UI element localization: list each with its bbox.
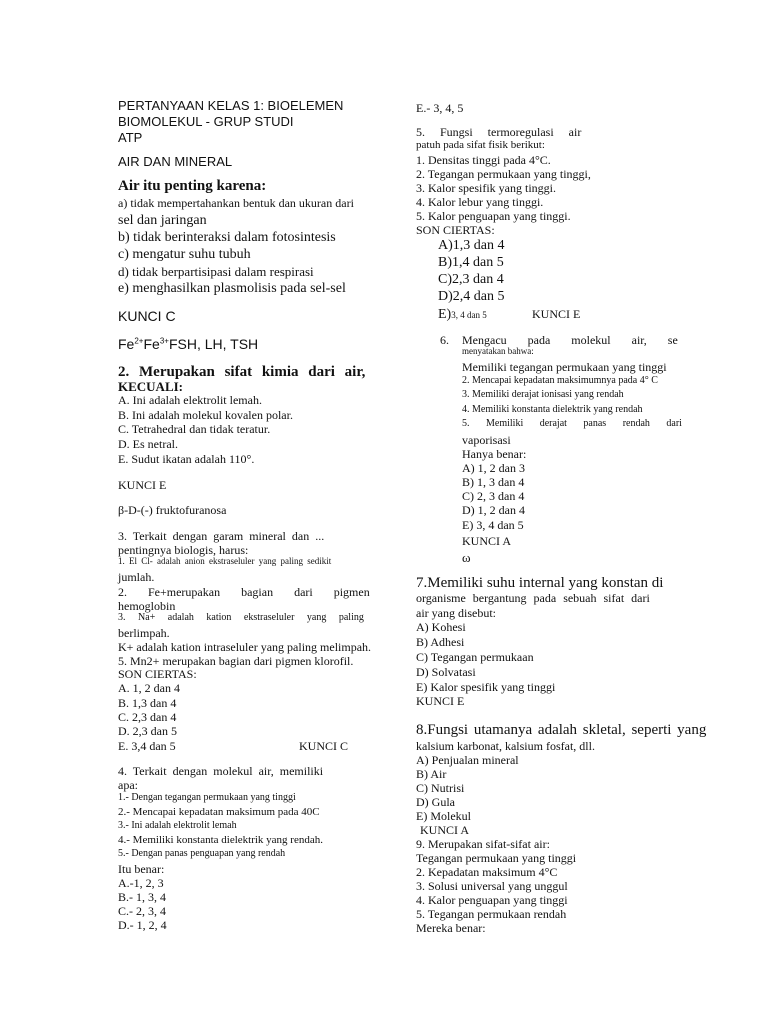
- q9-item-2: 2. Kepadatan maksimum 4°C: [416, 865, 558, 879]
- q7-option-d: D) Solvatasi: [416, 665, 476, 679]
- q2-title: [118, 365, 381, 380]
- q5-option-e-letter: E): [438, 307, 452, 322]
- q3-item-5: 5. Mn2+ merupakan bagian dari pigmen klorofil.: [118, 654, 354, 668]
- header-line-2: BIOMOLEKUL - GRUP STUDI: [118, 114, 294, 129]
- q5-son-ciertas: SON CIERTAS:: [416, 223, 495, 237]
- q5-item-2: 2. Tegangan permukaan yang tinggi,: [416, 167, 591, 181]
- q6-option-c: C) 2, 3 dan 4: [462, 489, 525, 503]
- section-subtitle: AIR DAN MINERAL: [118, 154, 233, 169]
- q9-mereka-benar: Mereka benar:: [416, 921, 486, 935]
- q4-option-b: B.- 1, 3, 4: [118, 890, 166, 904]
- q2-option-e: E. Sudut ikatan adalah 110°.: [118, 452, 255, 466]
- hormones-line: [118, 337, 258, 351]
- q3-item-1: 1. El Cl- adalah anion ekstraseluler yang paling sedikit: [118, 556, 332, 566]
- q5-item-3: 3. Kalor spesifik yang tinggi.: [416, 181, 556, 195]
- q6-option-b: B) 1, 3 dan 4: [462, 475, 525, 489]
- hormone-list: FSH, LH, TSH: [168, 336, 259, 352]
- q6-answer-key: KUNCI A: [462, 534, 512, 548]
- q6-item-2: 2. Mencapai kepadatan maksimumnya pada 4° C: [462, 375, 658, 386]
- q7-answer-key: KUNCI E: [416, 694, 465, 708]
- q2-option-b: B. Ini adalah molekul kovalen polar.: [118, 408, 293, 422]
- q4-option-e: E.- 3, 4, 5: [416, 101, 464, 115]
- q6-number: 6.: [440, 333, 449, 347]
- q4-option-d: D.- 1, 2, 4: [118, 918, 167, 932]
- q7-title: 7.Memiliki suhu internal yang konstan di: [416, 575, 664, 591]
- q3-title: 3. Terkait dengan garam mineral dan ...: [118, 529, 325, 543]
- q4-title-cont: apa:: [118, 778, 138, 792]
- q9-item-3: 3. Solusi universal yang unggul: [416, 879, 568, 893]
- q7-title-cont-2: air yang disebut:: [416, 606, 496, 620]
- q3-item-3-cont: berlimpah.: [118, 626, 170, 640]
- q1-option-e: e) menghasilkan plasmolisis pada sel-sel: [118, 281, 346, 296]
- q3-item-2: 2. Fe+merupakan bagian dari pigmen: [118, 585, 370, 599]
- header-line-1: PERTANYAAN KELAS 1: BIOELEMEN: [118, 98, 344, 113]
- q2-answer-key: KUNCI E: [118, 478, 167, 492]
- q5-option-e-text: 3, 4 dan 5: [451, 310, 487, 320]
- q2-option-c: C. Tetrahedral dan tidak teratur.: [118, 422, 271, 436]
- q8-answer-key: KUNCI A: [420, 823, 470, 837]
- q3-item-3: 3. Na+ adalah kation ekstraseluler yang paling: [118, 612, 364, 623]
- q3-option-e: E. 3,4 dan 5: [118, 739, 176, 753]
- q9-item-4: 4. Kalor penguapan yang tinggi: [416, 893, 568, 907]
- q3-option-b: B. 1,3 dan 4: [118, 696, 177, 710]
- q7-option-e: E) Kalor spesifik yang tinggi: [416, 680, 556, 694]
- q8-option-b: B) Air: [416, 767, 447, 781]
- q9-item-1: Tegangan permukaan yang tinggi: [416, 851, 577, 865]
- q1-title: Air itu penting karena:: [118, 178, 267, 194]
- q4-option-a: A.-1, 2, 3: [118, 876, 164, 890]
- q3-option-c: C. 2,3 dan 4: [118, 710, 177, 724]
- q3-item-4: K+ adalah kation intraseluler yang paling melimpah.: [118, 640, 372, 654]
- fe-superscript-2: 3+: [159, 336, 169, 346]
- q3-title-cont: pentingnya biologis, harus:: [118, 543, 249, 557]
- q5-item-4: 4. Kalor lebur yang tinggi.: [416, 195, 544, 209]
- q8-title-cont: kalsium karbonat, kalsium fosfat, dll.: [416, 739, 595, 753]
- q8-title: 8.Fungsi utamanya adalah skletal, seperti yang: [416, 722, 707, 738]
- q7-title-cont: organisme bergantung pada sebuah sifat dari: [416, 591, 650, 605]
- q6-item-3: 3. Memiliki derajat ionisasi yang rendah: [462, 389, 624, 400]
- q3-answer-key: KUNCI C: [299, 739, 349, 753]
- q8-option-e: E) Molekul: [416, 809, 471, 823]
- q6-title: Mengacu pada molekul air, se: [462, 333, 678, 347]
- fe-superscript-1: 2+: [134, 336, 144, 346]
- q9-title: 9. Merupakan sifat-sifat air:: [416, 837, 550, 851]
- q5-title: 5. Fungsi termoregulasi air: [416, 125, 582, 139]
- q6-item-5-cont: vaporisasi: [462, 433, 511, 447]
- q4-item-3: 3.- Ini adalah elektrolit lemah: [118, 820, 237, 831]
- q6-item-5: 5. Memiliki derajat panas rendah dari: [462, 418, 682, 429]
- q3-option-d: D. 2,3 dan 5: [118, 724, 177, 738]
- q3-son-ciertas: SON CIERTAS:: [118, 667, 197, 681]
- q6-item-4: 4. Memiliki konstanta dielektrik yang rendah: [462, 404, 643, 415]
- q6-hanya-benar: Hanya benar:: [462, 447, 527, 461]
- q4-item-4: 4.- Memiliki konstanta dielektrik yang rendah.: [118, 834, 323, 846]
- q2-title-cont: KECUALI:: [118, 379, 184, 394]
- q9-item-5: 5. Tegangan permukaan rendah: [416, 907, 567, 921]
- q5-option-c: C)2,3 dan 4: [438, 272, 504, 287]
- q6-option-d: D) 1, 2 dan 4: [462, 503, 525, 517]
- q4-title: 4. Terkait dengan molekul air, memiliki: [118, 764, 324, 778]
- q5-option-e: [438, 306, 487, 322]
- q5-answer-key: KUNCI E: [532, 307, 581, 321]
- q5-option-d: D)2,4 dan 5: [438, 289, 505, 304]
- q4-item-1: 1.- Dengan tegangan permukaan yang tinggi: [118, 792, 296, 803]
- q8-option-c: C) Nutrisi: [416, 781, 465, 795]
- q4-item-2: 2.- Mencapai kepadatan maksimum pada 40C: [118, 806, 320, 818]
- q7-option-b: B) Adhesi: [416, 635, 465, 649]
- q1-option-a: a) tidak mempertahankan bentuk dan ukuran dari: [118, 196, 354, 210]
- q1-option-b: b) tidak berinteraksi dalam fotosintesis: [118, 230, 336, 245]
- q8-option-d: D) Gula: [416, 795, 455, 809]
- fructofuranose-note: β-D-(-) fruktofuranosa: [118, 503, 227, 517]
- q4-option-c: C.- 2, 3, 4: [118, 904, 166, 918]
- q3-item-1-cont: jumlah.: [118, 570, 155, 584]
- q5-option-b: B)1,4 dan 5: [438, 255, 504, 270]
- q3-item-2-cont: hemoglobin: [118, 599, 176, 613]
- q3-option-a: A. 1, 2 dan 4: [118, 681, 180, 695]
- q7-option-c: C) Tegangan permukaan: [416, 650, 534, 664]
- q6-item-1: Memiliki tegangan permukaan yang tinggi: [462, 360, 667, 374]
- q8-option-a: A) Penjualan mineral: [416, 753, 519, 767]
- q5-item-5: 5. Kalor penguapan yang tinggi.: [416, 209, 571, 223]
- q4-itu-benar: Itu benar:: [118, 862, 165, 876]
- q1-option-a-cont: sel dan jaringan: [118, 213, 207, 228]
- q6-title-cont: menyatakan bahwa:: [462, 346, 534, 356]
- q1-option-d: d) tidak berpartisipasi dalam respirasi: [118, 264, 314, 279]
- q2-title-text: 2. Merupakan sifat kimia dari air,: [118, 364, 366, 380]
- q5-title-cont: patuh pada sifat fisik berikut:: [416, 139, 545, 151]
- q2-option-d: D. Es netral.: [118, 437, 178, 451]
- q1-option-c: c) mengatur suhu tubuh: [118, 247, 251, 262]
- header-line-3: ATP: [118, 130, 143, 145]
- q1-answer-key: KUNCI C: [118, 308, 176, 324]
- fe-text-2: Fe: [143, 336, 160, 352]
- q5-item-1: 1. Densitas tinggi pada 4°C.: [416, 153, 551, 167]
- q4-item-5: 5.- Dengan panas penguapan yang rendah: [118, 848, 286, 859]
- q7-option-a: A) Kohesi: [416, 620, 466, 634]
- omega-symbol: ω: [462, 550, 471, 565]
- q2-option-a: A. Ini adalah elektrolit lemah.: [118, 393, 262, 407]
- q6-option-e: E) 3, 4 dan 5: [462, 518, 524, 532]
- fe-text: Fe: [118, 336, 135, 352]
- q6-option-a: A) 1, 2 dan 3: [462, 461, 525, 475]
- q5-option-a: A)1,3 dan 4: [438, 238, 505, 253]
